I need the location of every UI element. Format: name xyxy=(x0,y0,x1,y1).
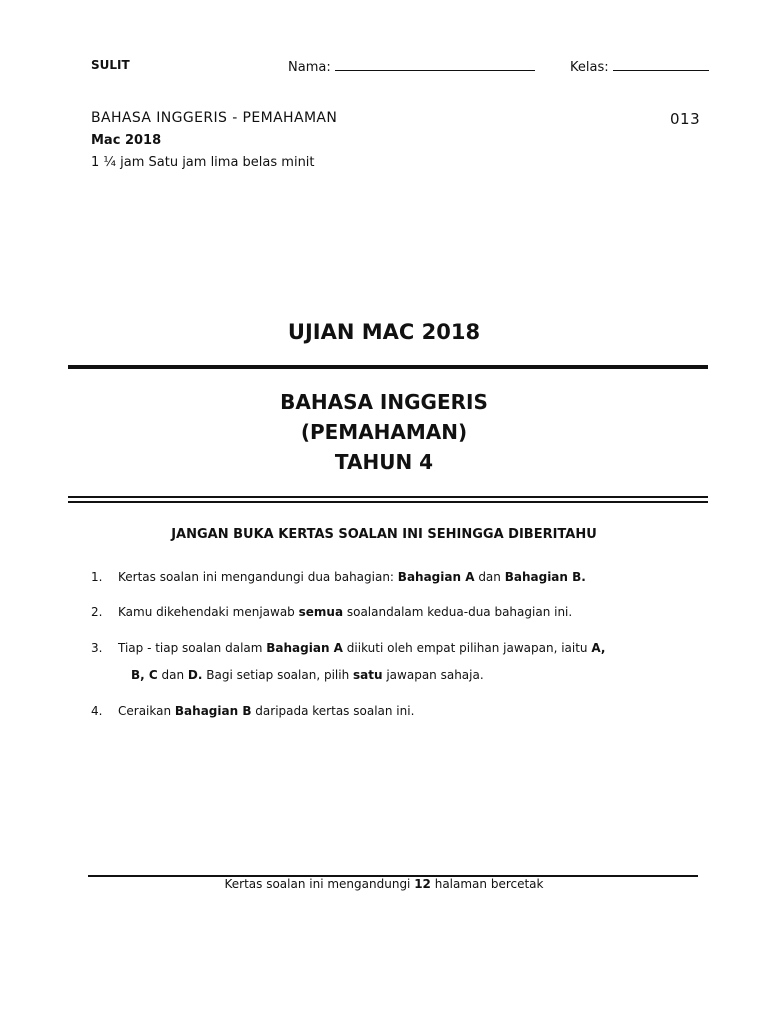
instruction-text: Kamu dikehendaki menjawab semua soalandalam kedua-dua bahagian ini. xyxy=(118,605,573,619)
instruction-item xyxy=(91,698,711,725)
paper-code: 013 xyxy=(670,110,701,128)
instruction-item xyxy=(91,599,711,626)
instruction-number: 2. xyxy=(91,605,103,619)
exam-title: UJIAN MAC 2018 xyxy=(287,320,481,344)
instruction-item xyxy=(91,564,711,591)
class-blank-line xyxy=(613,58,709,71)
warning-notice: JANGAN BUKA KERTAS SOALAN INI SEHINGGA DIBERITAHU xyxy=(171,527,597,542)
exam-month: Mac 2018 xyxy=(91,133,162,148)
page-count-note: Kertas soalan ini mengandungi 12 halaman bercetak xyxy=(224,877,544,891)
instruction-number: 3. xyxy=(91,641,103,655)
title-divider xyxy=(68,365,708,369)
instruction-number: 1. xyxy=(91,570,103,584)
exam-duration: 1 ¼ jam Satu jam lima belas minit xyxy=(91,155,315,170)
name-blank-line xyxy=(335,58,535,71)
instruction-text: Ceraikan Bahagian B daripada kertas soalan ini. xyxy=(118,704,415,718)
subject-title-line-1: BAHASA INGGERIS xyxy=(280,390,488,414)
instruction-text: Kertas soalan ini mengandungi dua bahagian: Bahagian A dan Bahagian B. xyxy=(118,570,586,584)
instruction-item xyxy=(91,635,711,689)
name-label: Nama: xyxy=(288,60,331,75)
class-field xyxy=(570,58,709,75)
double-divider-bottom xyxy=(68,501,708,503)
classification-label: SULIT xyxy=(91,58,130,72)
double-divider-top xyxy=(68,496,708,498)
subject-title-line-2: (PEMAHAMAN) xyxy=(300,420,468,444)
instruction-text-continued: B, C dan D. Bagi setiap soalan, pilih satu jawapan sahaja. xyxy=(131,668,484,682)
class-label: Kelas: xyxy=(570,60,609,75)
instruction-number: 4. xyxy=(91,704,103,718)
name-field xyxy=(288,58,535,75)
subject-title-block xyxy=(0,387,768,477)
page-count: 12 xyxy=(414,877,431,891)
subject-heading: BAHASA INGGERIS - PEMAHAMAN xyxy=(91,110,338,126)
subject-title-line-3: TAHUN 4 xyxy=(334,450,434,474)
instruction-text: Tiap - tiap soalan dalam Bahagian A diikuti oleh empat pilihan jawapan, iaitu A, xyxy=(118,641,606,655)
